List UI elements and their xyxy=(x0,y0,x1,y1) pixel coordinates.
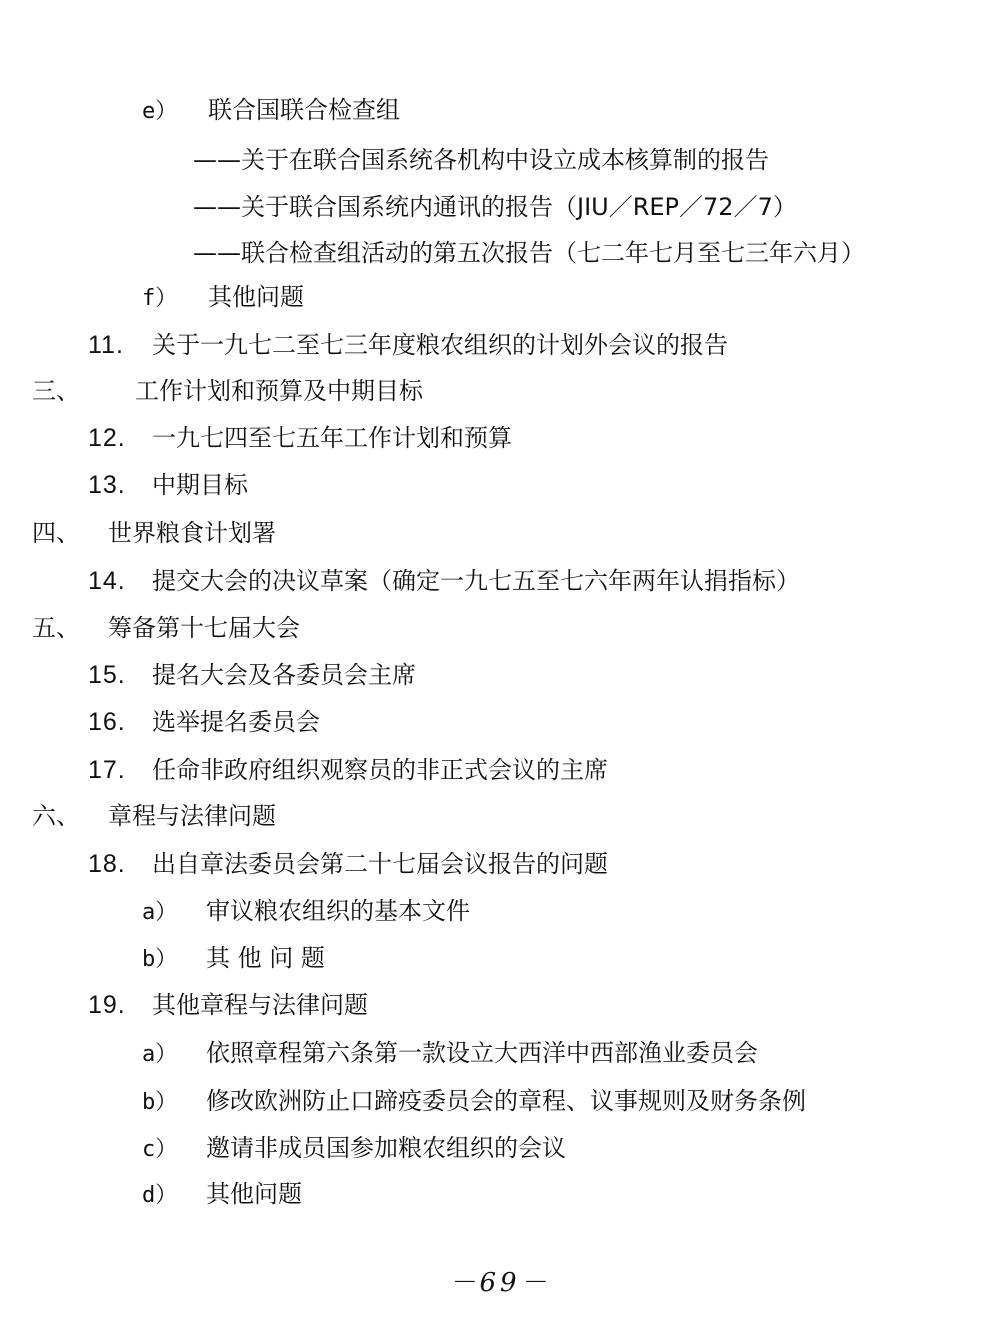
list-item xyxy=(88,707,320,737)
item-text: 联合国联合检查组 xyxy=(208,96,400,124)
list-item xyxy=(193,145,769,175)
list-item xyxy=(142,1133,566,1165)
item-number: 17. xyxy=(88,756,126,784)
item-text: 其他章程与法律问题 xyxy=(152,991,368,1019)
list-item xyxy=(142,896,470,928)
section-heading xyxy=(32,518,276,548)
list-item xyxy=(142,1038,758,1070)
list-item xyxy=(88,423,512,453)
section-title: 筹备第十七届大会 xyxy=(108,614,300,642)
item-number: 16. xyxy=(88,708,126,736)
item-marker: b） xyxy=(142,1090,178,1115)
item-marker: a） xyxy=(142,1042,178,1067)
item-marker: d） xyxy=(142,1183,178,1208)
list-item xyxy=(142,282,304,314)
list-item xyxy=(193,238,865,268)
item-text: 修改欧洲防止口蹄疫委员会的章程、议事规则及财务条例 xyxy=(206,1087,806,1115)
list-item xyxy=(88,990,368,1020)
item-number: 14. xyxy=(88,567,126,595)
section-number: 三、 xyxy=(32,377,80,405)
list-item xyxy=(88,470,248,500)
item-marker: c） xyxy=(142,1137,178,1162)
item-text: 其他问题 xyxy=(206,1180,302,1208)
item-text: 关于一九七二至七三年度粮农组织的计划外会议的报告 xyxy=(152,331,728,359)
item-text: 提名大会及各委员会主席 xyxy=(152,661,416,689)
item-text: 出自章法委员会第二十七届会议报告的问题 xyxy=(152,850,608,878)
item-text: 依照章程第六条第一款设立大西洋中西部渔业委员会 xyxy=(206,1039,758,1067)
item-text: 选举提名委员会 xyxy=(152,708,320,736)
item-text: ——关于联合国系统内通讯的报告（JIU／REP／72／7） xyxy=(193,193,797,221)
item-number: 12. xyxy=(88,424,126,452)
item-number: 19. xyxy=(88,991,126,1019)
list-item xyxy=(88,849,608,879)
section-number: 六、 xyxy=(32,802,80,830)
section-heading xyxy=(32,376,423,406)
item-text: 审议粮农组织的基本文件 xyxy=(206,897,470,925)
item-marker: a） xyxy=(142,900,178,925)
section-number: 五、 xyxy=(32,614,80,642)
list-item xyxy=(142,943,325,975)
item-marker: b） xyxy=(142,947,178,972)
list-item xyxy=(142,1179,302,1211)
page-number: －69－ xyxy=(449,1268,551,1298)
section-title: 章程与法律问题 xyxy=(108,802,276,830)
section-heading xyxy=(32,613,300,643)
list-item xyxy=(193,192,797,222)
item-text: ——联合检查组活动的第五次报告（七二年七月至七三年六月） xyxy=(193,239,865,267)
item-number: 11. xyxy=(88,331,124,359)
list-item xyxy=(88,566,800,596)
item-text: 其 他 问 题 xyxy=(206,944,325,972)
list-item xyxy=(88,330,728,360)
item-text: ——关于在联合国系统各机构中设立成本核算制的报告 xyxy=(193,146,769,174)
item-marker: e） xyxy=(142,99,178,124)
item-text: 提交大会的决议草案（确定一九七五至七六年两年认捐指标） xyxy=(152,567,800,595)
item-text: 其他问题 xyxy=(208,283,304,311)
list-item xyxy=(142,1086,806,1118)
section-number: 四、 xyxy=(32,519,80,547)
item-number: 13. xyxy=(88,471,126,499)
list-item xyxy=(88,755,608,785)
section-heading xyxy=(32,801,276,831)
item-number: 15. xyxy=(88,661,126,689)
section-title: 工作计划和预算及中期目标 xyxy=(135,377,423,405)
item-number: 18. xyxy=(88,850,126,878)
item-text: 邀请非成员国参加粮农组织的会议 xyxy=(206,1134,566,1162)
item-text: 中期目标 xyxy=(152,471,248,499)
section-title: 世界粮食计划署 xyxy=(108,519,276,547)
item-text: 一九七四至七五年工作计划和预算 xyxy=(152,424,512,452)
item-text: 任命非政府组织观察员的非正式会议的主席 xyxy=(152,756,608,784)
item-marker: f） xyxy=(142,286,178,311)
list-item xyxy=(88,660,416,690)
list-item xyxy=(142,95,400,127)
